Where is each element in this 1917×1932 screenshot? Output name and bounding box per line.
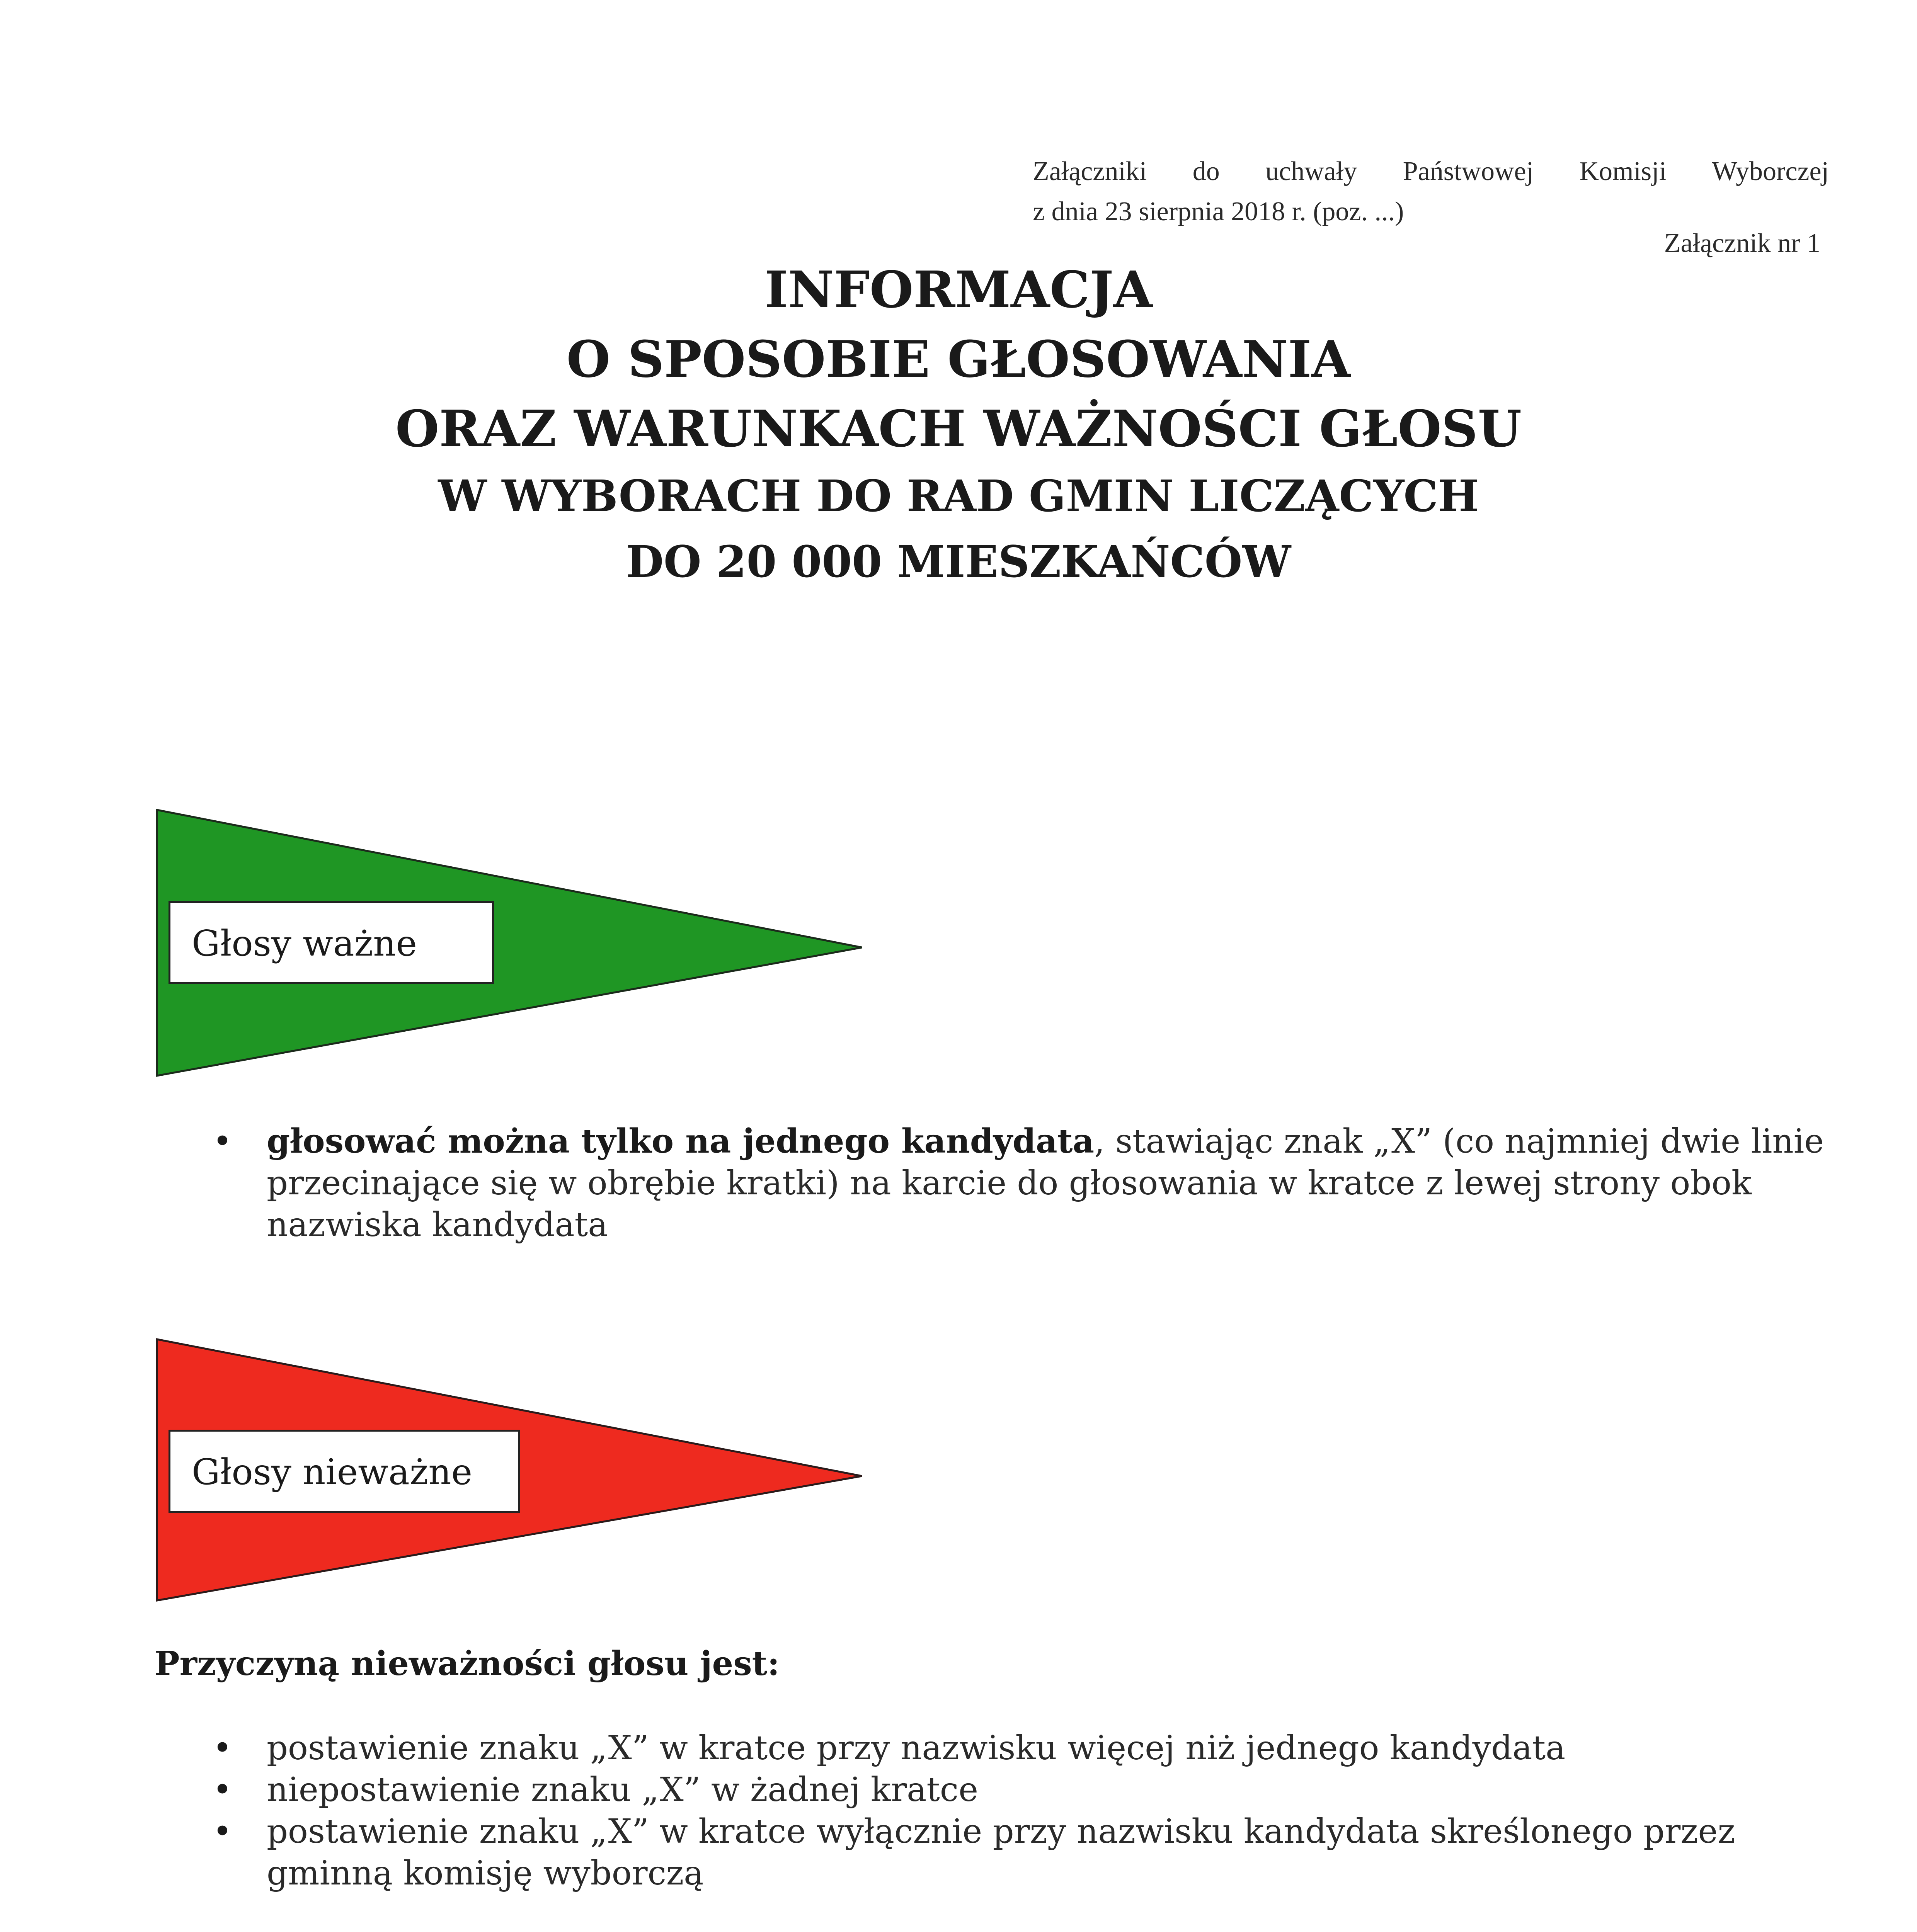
list-item: • niepostawienie znaku „X” w żadnej kratce [267,1769,1836,1811]
page-title [0,255,1917,595]
resolution-reference-line2: z dnia 23 sierpnia 2018 r. (poz. ...) [1033,197,1404,226]
invalid-votes-label: Głosy nieważne [169,1430,520,1513]
annex-number: Załącznik nr 1 [1664,228,1820,258]
list-item [267,1121,1832,1246]
title-line-3: ORAZ WARUNKACH WAŻNOŚCI GŁOSU [395,399,1522,458]
invalidity-reasons-heading: Przyczyną nieważności głosu jest: [155,1644,780,1683]
list-item: • postawienie znaku „X” w kratce wyłącznie przy nazwisku kandydata skreślonego przez gminną komisję wyborczą [267,1811,1836,1894]
title-line-2: O SPOSOBIE GŁOSOWANIA [566,330,1351,389]
resolution-reference [1033,151,1829,232]
invalid-votes-pennant [155,1337,866,1607]
title-line-4: W WYBORACH DO RAD GMIN LICZĄCYCH [438,471,1479,522]
valid-votes-label: Głosy ważne [169,901,494,984]
valid-rule-emphasis: głosować można tylko na jednego kandydata [267,1122,1095,1161]
title-line-5: DO 20 000 MIESZKAŃCÓW [626,537,1291,587]
resolution-reference-line1: Załączniki do uchwały Państwowej Komisji Wyborczej [1033,156,1829,186]
title-line-1: INFORMACJA [764,260,1153,319]
invalidity-reasons-list [267,1727,1836,1894]
valid-votes-rules [267,1121,1832,1246]
list-item: • postawienie znaku „X” w kratce przy nazwisku więcej niż jednego kandydata [267,1727,1836,1769]
valid-rule-text: , stawiając znak „X” (co najmniej dwie linie przecinające się w obrębie kratki) na karcie do głosowania w kratce z lewej strony obok nazwiska kandydata [267,1122,1824,1244]
valid-votes-pennant [155,808,866,1078]
